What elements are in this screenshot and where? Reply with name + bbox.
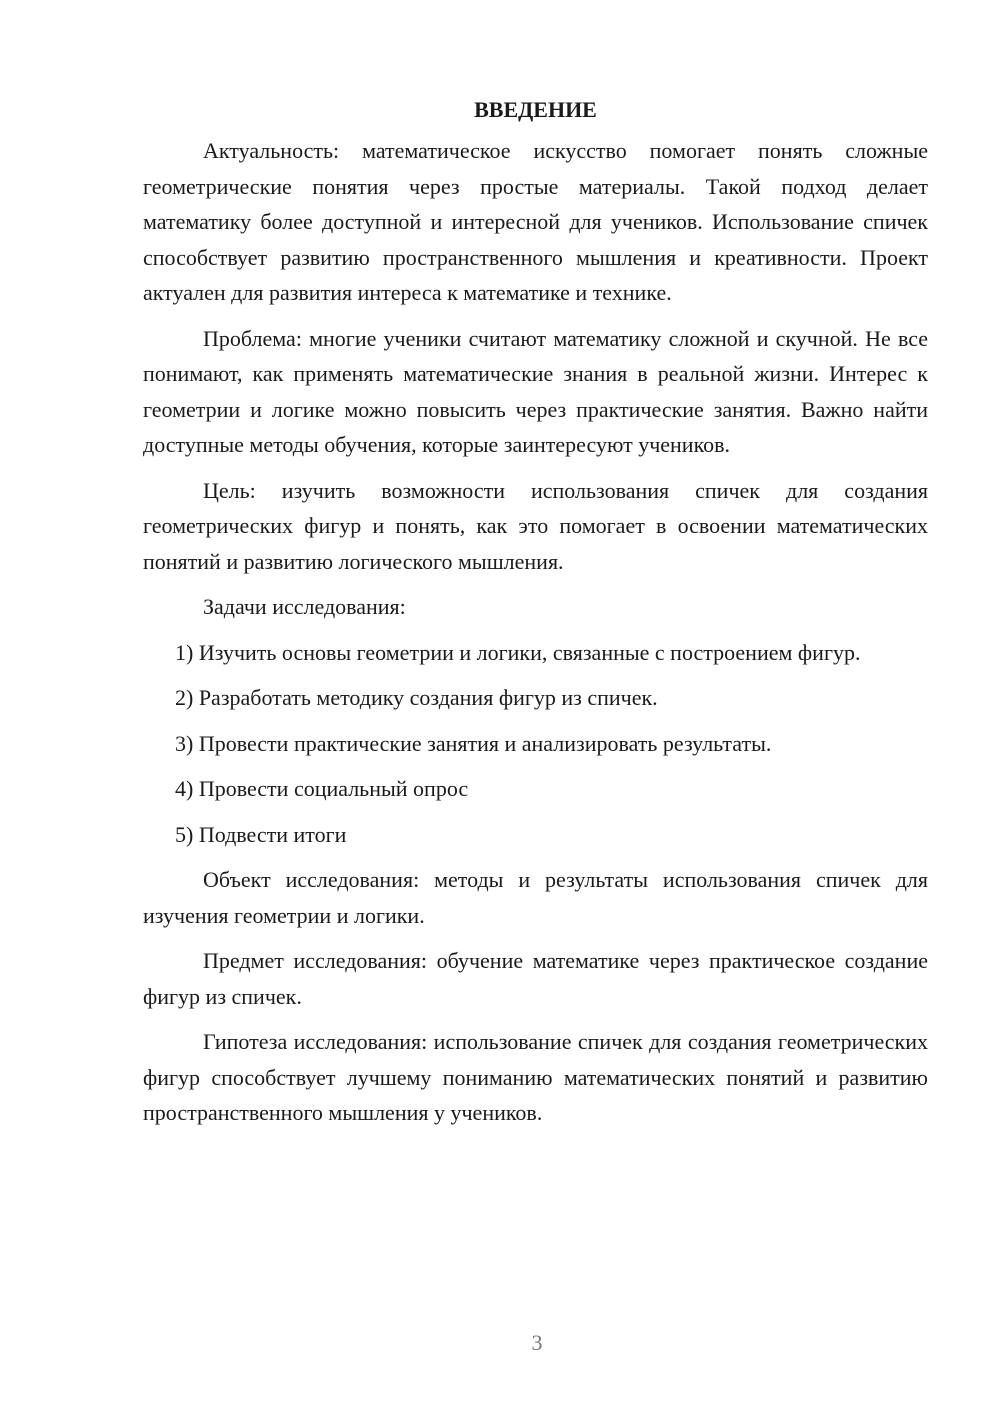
task-item-5: 5) Подвести итоги	[175, 821, 347, 847]
paragraph-problem: Проблема: многие ученики считают математику сложной и скучной. Не все понимают, как применять математические знания в реальной жизни. Интерес к геометрии и логике можно повысить через практические занятия. Важно найти доступные методы обучения, которые заинтересуют учеников.	[143, 325, 928, 457]
tasks-heading: Задачи исследования:	[203, 594, 406, 619]
task-item-4: 4) Провести социальный опрос	[175, 776, 469, 801]
paragraph-subject: Предмет исследования: обучение математике через практическое создание фигур из спичек.	[143, 948, 928, 1009]
paragraph-goal: Цель: изучить возможности использования спичек для создания геометрических фигур и понять, как это помогает в освоении математических понятий и развитию логического мышления.	[143, 477, 928, 574]
task-item-2: 2) Разработать методику создания фигур из спичек.	[175, 685, 658, 710]
section-title: ВВЕДЕНИЕ	[474, 97, 597, 122]
task-item-1: 1) Изучить основы геометрии и логики, связанные с построением фигур.	[175, 639, 861, 665]
paragraph-relevance: Актуальность: математическое искусство помогает понять сложные геометрические понятия через простые материалы. Такой подход делает математику более доступной и интересной для учеников. Использование спичек способствует развитию пространственного мышления и креативности. Проект актуален для развития интереса к математике и технике.	[143, 138, 928, 305]
task-item-3: 3) Провести практические занятия и анализировать результаты.	[175, 730, 772, 756]
page-number: 3	[531, 1330, 543, 1355]
document-page	[143, 92, 928, 1131]
paragraph-object: Объект исследования: методы и результаты использования спичек для изучения геометрии и логики.	[143, 867, 928, 928]
paragraph-hypothesis: Гипотеза исследования: использование спичек для создания геометрических фигур способствует лучшему пониманию математических понятий и развитию пространственного мышления у учеников.	[143, 1029, 928, 1125]
